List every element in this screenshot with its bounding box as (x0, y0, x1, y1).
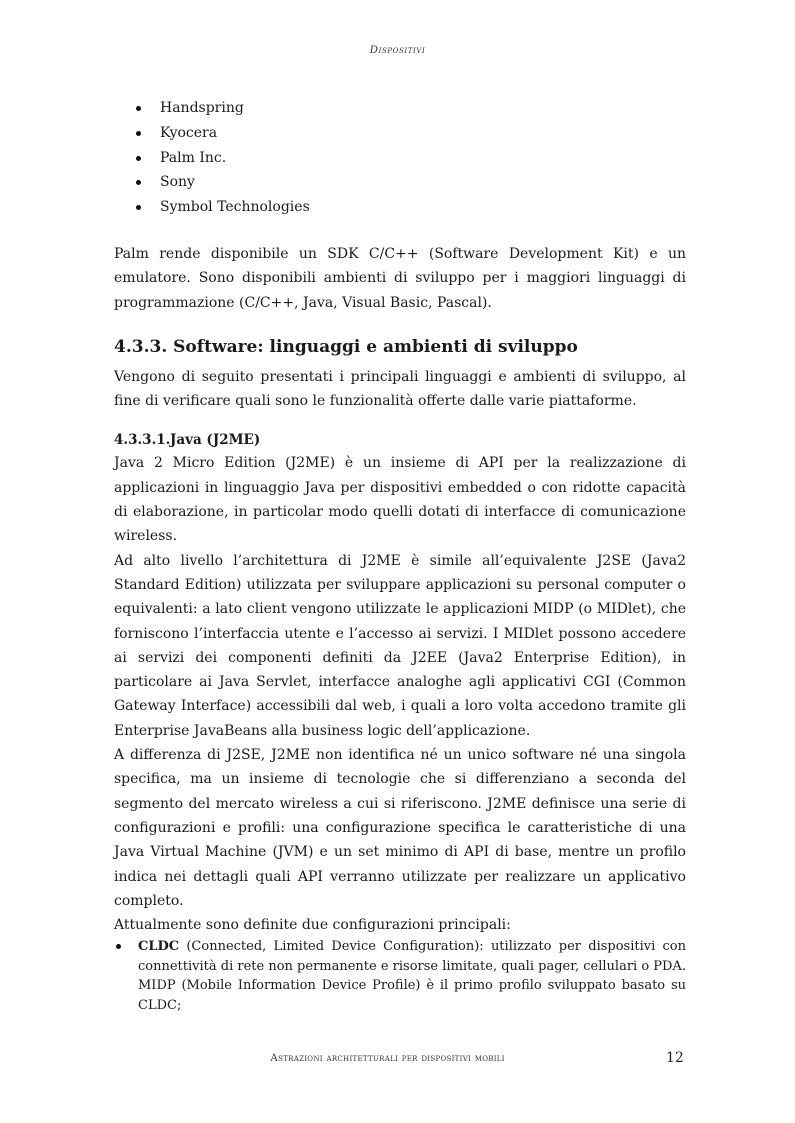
list-item: Kyocera (114, 121, 686, 146)
section-heading: 4.3.3. Software: linguaggi e ambienti di sviluppo (114, 336, 578, 357)
page-number: 12 (666, 1050, 684, 1066)
paragraph-j2me-differences: A differenza di J2SE, J2ME non identifica né un unico software né una singola specifica, ma un insieme di tecnologie che si differenziano a seconda del segmento del mercato wireless a cui si riferiscono. J2ME definisce una serie di configurazioni e profili: una configurazione specifica le caratteristiche di una Java Virtual Machine (JVM) e un set minimo di API di base, mentre un profilo indica nei dettagli quali API verranno utilizzate per realizzare un applicativo completo. (114, 747, 686, 909)
configuration-description: (Connected, Limited Device Configuration): utilizzato per dispositivi con connettività di rete non permanente e risorse limitate, quali pager, cellulari o PDA. MIDP (Mobile Information Device Profile) è il primo profilo sviluppato basato su CLDC; (138, 939, 686, 1013)
paragraph-palm-sdk: Palm rende disponibile un SDK C/C++ (Software Development Kit) e un emulatore. Sono disponibili ambienti di sviluppo per i maggiori linguaggi di programmazione (C/C++, Java, Visual Basic, Pascal). (114, 245, 686, 311)
vendor-list (114, 96, 686, 220)
list-item: Handspring (114, 96, 686, 121)
paragraph-j2me-architecture: Ad alto livello l’architettura di J2ME è simile all’equivalente J2SE (Java2 Standard Edition) utilizzata per sviluppare applicazioni su personal computer o equivalenti: a lato client vengono utilizzate le applicazioni MIDP (o MIDlet), che forniscono l’interfaccia utente e l’accesso ai servizi. I MIDlet possono accedere ai servizi dei componenti definiti da J2EE (Java2 Enterprise Edition), in particolare ai Java Servlet, interfacce analoghe agli applicativi CGI (Common Gateway Interface) accessibili dal web, i quali a loro volta accedono tramite gli Enterprise JavaBeans alla business logic dell’applicazione. (114, 552, 686, 739)
page-body (114, 96, 686, 1015)
subsection-title: Java (J2ME) (170, 432, 261, 449)
paragraph-j2me-definition: Java 2 Micro Edition (J2ME) è un insieme di API per la realizzazione di applicazioni in linguaggio Java per dispositivi embedded o con ridotte capacità di elaborazione, in particolar modo quelli dotati di interfacce di comunicazione wireless. (114, 455, 686, 545)
footer-title: Astrazioni architetturali per dispositivi mobili (270, 1052, 505, 1064)
paragraph-intro: Vengono di seguito presentati i principali linguaggi e ambienti di sviluppo, al fine di verificare quali sono le funzionalità offerte dalle varie piattaforme. (114, 368, 686, 410)
configuration-term: CLDC (138, 939, 180, 955)
list-item (114, 937, 686, 1015)
list-item: Symbol Technologies (114, 195, 686, 220)
paragraph-j2me-configurations: Attualmente sono definite due configurazioni principali: (114, 917, 511, 934)
configuration-list (114, 937, 686, 1015)
list-item: Palm Inc. (114, 146, 686, 171)
subsection-heading (114, 429, 686, 451)
running-header: Dispositivi (369, 44, 426, 56)
list-item: Sony (114, 170, 686, 195)
subsection-number: 4.3.3.1. (114, 432, 171, 449)
